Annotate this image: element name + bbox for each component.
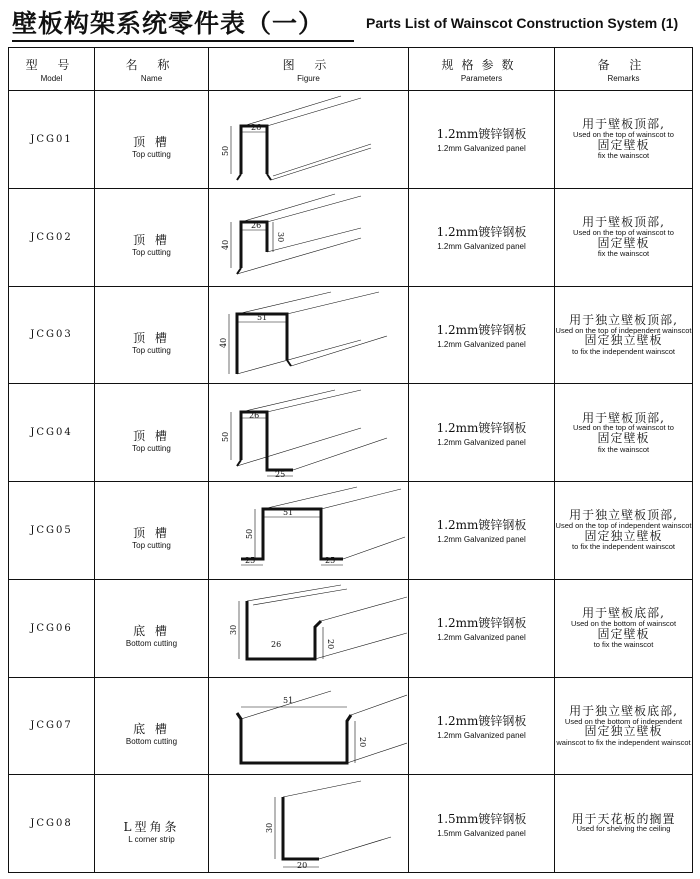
- width-dimension: 20: [296, 860, 307, 869]
- table-row: [9, 286, 693, 384]
- name-cell: 顶 槽 Top cutting: [95, 91, 209, 189]
- right-base-dimension: 25: [324, 556, 335, 566]
- model-cell: JCG01: [9, 91, 95, 189]
- parameters-cell: 1.2mm镀锌钢板 1.2mm Galvanized panel: [409, 91, 555, 189]
- width-dimension: 51: [256, 312, 267, 322]
- height-dimension: 40: [220, 239, 230, 251]
- model-cell: JCG03: [9, 286, 95, 384]
- figure-cell: [209, 775, 409, 873]
- parameters-cell: 1.2mm镀锌钢板 1.2mm Galvanized panel: [409, 286, 555, 384]
- name-cell: 顶 槽 Top cutting: [95, 286, 209, 384]
- remarks-cell: 用于独立壁板顶部, Used on the top of independent wainscot 固定独立壁板 to fix the independent wainscot: [555, 286, 693, 384]
- parameters-cell: 1.5mm镀锌钢板 1.5mm Galvanized panel: [409, 775, 555, 873]
- figure-cell: [209, 677, 409, 775]
- parameters-cell: 1.2mm镀锌钢板 1.2mm Galvanized panel: [409, 188, 555, 286]
- model-cell: JCG06: [9, 579, 95, 677]
- header-model: 型 号 Model: [9, 48, 95, 91]
- top-cutting-profile-figure: [211, 290, 407, 380]
- width-dimension: 26: [248, 410, 259, 420]
- l-corner-strip-profile-figure: [211, 779, 407, 869]
- parameters-cell: 1.2mm镀锌钢板 1.2mm Galvanized panel: [409, 579, 555, 677]
- remarks-cell: 用于壁板顶部, Used on the top of wainscot to 固定壁板 fix the wainscot: [555, 384, 693, 482]
- width-dimension: 26: [270, 640, 281, 650]
- model-cell: JCG05: [9, 482, 95, 580]
- model-cell: JCG02: [9, 188, 95, 286]
- width-dimension: 26: [250, 123, 261, 133]
- remarks-cell: 用于天花板的搁置 Used for shelving the ceiling: [555, 775, 693, 873]
- height-dimension: 50: [220, 146, 230, 157]
- header-figure: 图 示 Figure: [209, 48, 409, 91]
- base-dimension: 25: [274, 469, 285, 478]
- model-cell: JCG04: [9, 384, 95, 482]
- width-dimension: 26: [250, 221, 261, 231]
- table-row: [9, 188, 693, 286]
- table-row: [9, 775, 693, 873]
- name-cell: 顶 槽 Top cutting: [95, 482, 209, 580]
- name-cell: 顶 槽 Top cutting: [95, 188, 209, 286]
- name-cell: 底 槽 Bottom cutting: [95, 677, 209, 775]
- width-dimension: 51: [282, 695, 293, 705]
- name-cell: 底 槽 Bottom cutting: [95, 579, 209, 677]
- left-base-dimension: 25: [244, 556, 255, 566]
- figure-cell: [209, 286, 409, 384]
- height-dimension: 20: [357, 736, 367, 748]
- height-dimension: 30: [228, 624, 238, 636]
- remarks-cell: 用于壁板顶部, Used on the top of wainscot to 固定壁板 fix the wainscot: [555, 188, 693, 286]
- model-cell: JCG07: [9, 677, 95, 775]
- model-cell: JCG08: [9, 775, 95, 873]
- figure-cell: [209, 579, 409, 677]
- header-parameters: 规格参数 Parameters: [409, 48, 555, 91]
- table-row: [9, 677, 693, 775]
- remarks-cell: 用于壁板底部, Used on the bottom of wainscot 固定壁板 to fix the wainscot: [555, 579, 693, 677]
- figure-cell: [209, 91, 409, 189]
- title-underline: [12, 40, 354, 42]
- table-row: [9, 579, 693, 677]
- bottom-cutting-profile-figure: [211, 681, 407, 771]
- table-row: [9, 384, 693, 482]
- height-dimension: 40: [218, 337, 228, 348]
- remarks-cell: 用于壁板顶部, Used on the top of wainscot to 固定壁板 fix the wainscot: [555, 91, 693, 189]
- header-remarks: 备 注 Remarks: [555, 48, 693, 91]
- height-dimension: 30: [264, 822, 274, 833]
- page-title-english: Parts List of Wainscot Construction System (1): [366, 15, 679, 31]
- top-cutting-profile-figure: [211, 485, 407, 575]
- top-cutting-profile-figure: [211, 192, 407, 282]
- bottom-cutting-profile-figure: [211, 583, 407, 673]
- inner-height-dimension: 30: [275, 232, 285, 243]
- remarks-cell: 用于独立壁板顶部, Used on the top of independent wainscot 固定独立壁板 to fix the independent wainscot: [555, 482, 693, 580]
- figure-cell: [209, 188, 409, 286]
- remarks-cell: 用于独立壁板底部, Used on the bottom of independent 固定独立壁板 wainscot to fix the independent wainscot: [555, 677, 693, 775]
- figure-cell: [209, 384, 409, 482]
- inner-height-dimension: 20: [325, 639, 335, 650]
- height-dimension: 50: [244, 529, 254, 540]
- name-cell: 顶 槽 Top cutting: [95, 384, 209, 482]
- table-header-row: [9, 48, 693, 91]
- table-row: [9, 91, 693, 189]
- page-title: 壁板构架系统零件表（一）: [12, 9, 325, 38]
- height-dimension: 50: [220, 431, 230, 442]
- table-row: [9, 482, 693, 580]
- figure-cell: [209, 482, 409, 580]
- width-dimension: 51: [282, 508, 293, 518]
- parameters-cell: 1.2mm镀锌钢板 1.2mm Galvanized panel: [409, 384, 555, 482]
- top-cutting-profile-figure: [211, 388, 407, 478]
- parameters-cell: 1.2mm镀锌钢板 1.2mm Galvanized panel: [409, 677, 555, 775]
- header-name: 名 称 Name: [95, 48, 209, 91]
- top-cutting-profile-figure: [211, 94, 407, 184]
- parts-table: [8, 47, 693, 873]
- name-cell: L型角条 L corner strip: [95, 775, 209, 873]
- parameters-cell: 1.2mm镀锌钢板 1.2mm Galvanized panel: [409, 482, 555, 580]
